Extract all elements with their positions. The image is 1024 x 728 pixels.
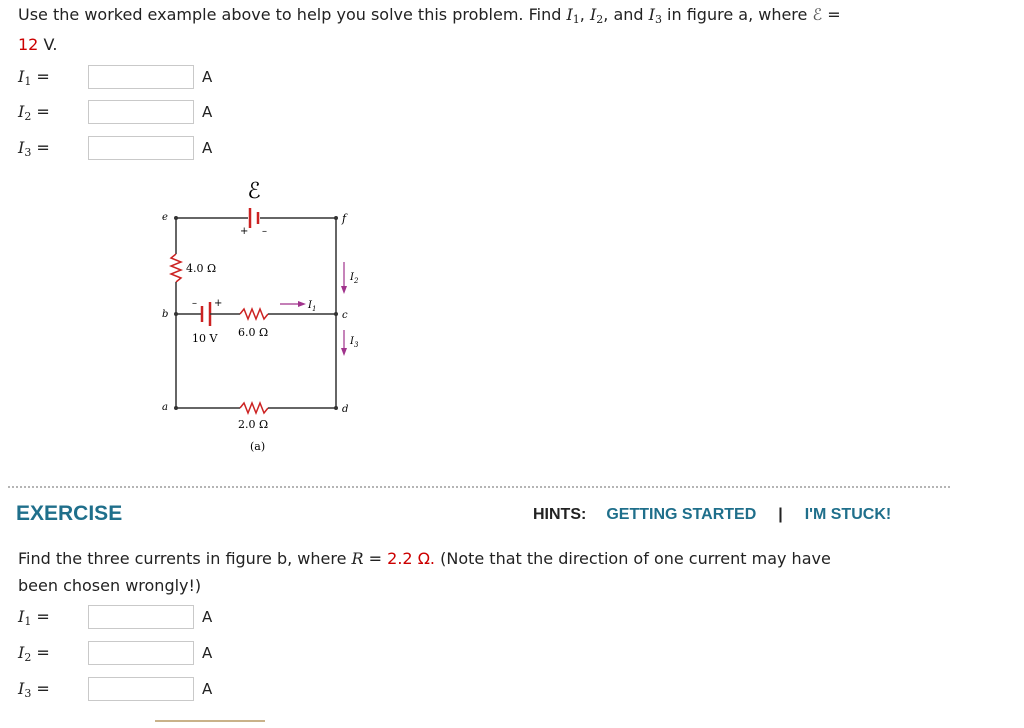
emf-value: 12 xyxy=(18,35,39,54)
answer-label: $I_1$ = xyxy=(18,66,50,88)
answer-row-a-i3 xyxy=(18,135,212,161)
node-c: c xyxy=(342,310,348,321)
resistor-4-ohm xyxy=(171,254,181,282)
answer-label: $I_2$ = xyxy=(18,101,50,123)
answer-input-b-i1[interactable] xyxy=(88,605,194,629)
answer-row-b-i3 xyxy=(18,676,212,702)
i1-arrow xyxy=(298,301,306,307)
hints-bar xyxy=(533,506,891,524)
var-r: R xyxy=(351,549,364,568)
node-b: b xyxy=(162,309,169,320)
answer-label: $I_3$ = xyxy=(18,678,50,700)
unit-label: A xyxy=(202,644,213,662)
resistor-6-ohm xyxy=(240,309,268,319)
im-stuck-link[interactable]: I'M STUCK! xyxy=(804,506,892,523)
answer-label: $I_1$ = xyxy=(18,606,50,628)
answer-row-a-i2 xyxy=(18,99,212,125)
answer-input-a-i2[interactable] xyxy=(88,100,194,124)
answer-input-b-i3[interactable] xyxy=(88,677,194,701)
submit-button-edge[interactable] xyxy=(155,720,265,728)
question-line-1: Use the worked example above to help you solve this problem. Find $I_1$, $I_2$, and $I_3$ in figure a, where ℰ = xyxy=(18,5,841,26)
unit-label: A xyxy=(202,608,213,626)
answer-input-a-i3[interactable] xyxy=(88,136,194,160)
var-i2: $I_2$ xyxy=(589,5,604,26)
i3-arrow xyxy=(341,348,347,356)
r1-label: 4.0 Ω xyxy=(186,262,217,275)
node-e: e xyxy=(162,212,168,223)
var-i3: $I_3$ xyxy=(648,5,662,26)
node-a: a xyxy=(162,402,168,413)
hints-separator: | xyxy=(778,506,783,523)
r3-label: 2.0 Ω xyxy=(238,418,269,431)
r-value: 2.2 xyxy=(387,549,413,568)
b10-minus: – xyxy=(192,298,197,309)
section-divider xyxy=(8,486,950,488)
i3-label: $I_3$ xyxy=(350,336,359,349)
answer-label: $I_2$ = xyxy=(18,642,50,664)
emf-plus: + xyxy=(240,226,249,237)
exercise-text-line-1: Find the three currents in figure b, where R = 2.2 Ω. (Note that the direction of one current may have xyxy=(18,549,831,568)
emf-minus: – xyxy=(262,226,267,237)
exercise-text-line-2: been chosen wrongly!) xyxy=(18,576,202,595)
question-text: Use the worked example above to help you solve this problem. Find xyxy=(18,5,567,24)
answer-input-a-i1[interactable] xyxy=(88,65,194,89)
getting-started-link[interactable]: GETTING STARTED xyxy=(606,506,757,523)
unit-label: A xyxy=(202,103,213,121)
i1-label: $I_1$ xyxy=(308,300,317,313)
emf-symbol: ℰ xyxy=(812,5,823,24)
answer-row-b-i1 xyxy=(18,604,212,630)
circuit-figure xyxy=(140,170,380,470)
i2-label: $I_2$ xyxy=(350,272,359,285)
node-d: d xyxy=(342,404,349,415)
answer-row-a-i1 xyxy=(18,64,212,90)
answer-label: $I_3$ = xyxy=(18,137,50,159)
emf-label: ℰ xyxy=(247,179,261,204)
unit-label: A xyxy=(202,68,213,86)
battery-10v-label: 10 V xyxy=(192,332,218,345)
hints-label: HINTS: xyxy=(533,506,587,523)
unit-label: A xyxy=(202,680,213,698)
var-i1: $I_1$ xyxy=(566,5,580,26)
i2-arrow xyxy=(341,286,347,294)
b10-plus: + xyxy=(214,298,223,309)
node-f: f xyxy=(342,212,347,225)
resistor-2-ohm xyxy=(240,403,268,413)
unit-label: A xyxy=(202,139,213,157)
question-line-2: 12 V. xyxy=(18,35,58,54)
exercise-title: EXERCISE xyxy=(16,502,123,525)
answer-input-b-i2[interactable] xyxy=(88,641,194,665)
answer-row-b-i2 xyxy=(18,640,212,666)
r2-label: 6.0 Ω xyxy=(238,326,269,339)
figure-caption: (a) xyxy=(250,440,266,453)
